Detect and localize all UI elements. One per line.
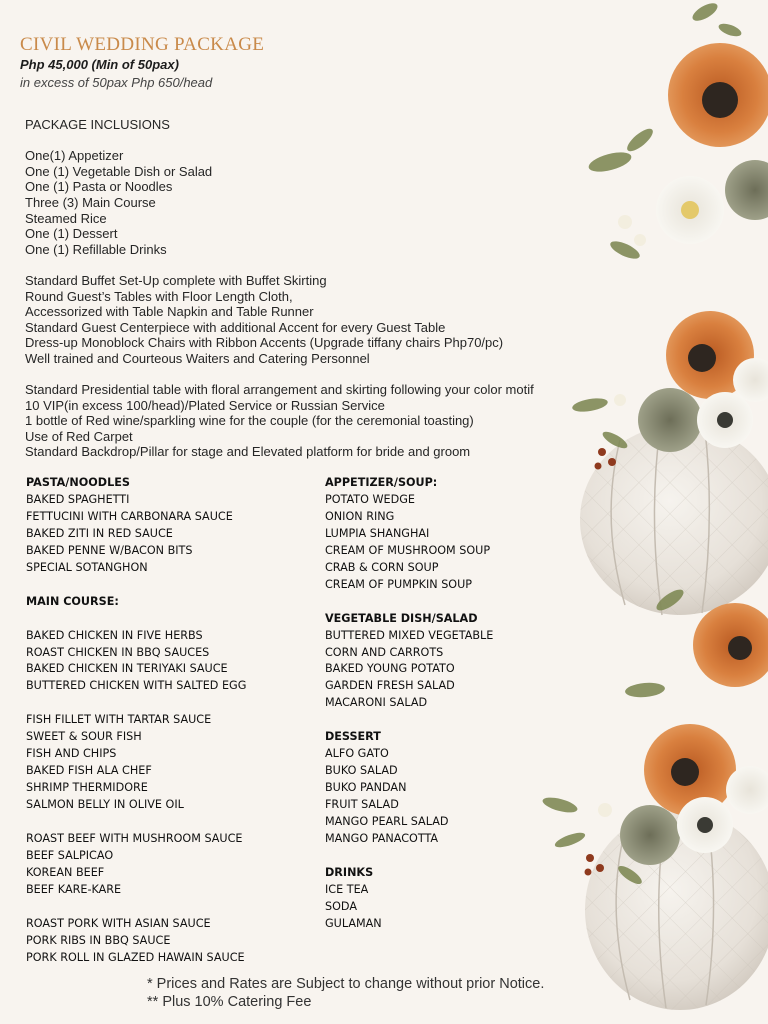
menu-item: CRAB & CORN SOUP	[325, 560, 439, 574]
menu-spacer	[325, 594, 493, 611]
menu-spacer	[26, 577, 246, 594]
inclusion-item: Standard Backdrop/Pillar for stage and Elevated platform for bride and groom	[25, 444, 471, 460]
menu-item: FRUIT SALAD	[325, 798, 399, 812]
menu-item: GARDEN FRESH SALAD	[325, 679, 455, 693]
inclusion-item: One (1) Pasta or Noodles	[25, 179, 173, 195]
menu-item: POTATO WEDGE	[325, 492, 415, 506]
menu-item: MACARONI SALAD	[325, 696, 428, 710]
menu-column-right	[325, 475, 493, 933]
menu-item: ROAST CHICKEN IN BBQ SAUCES	[26, 645, 210, 659]
note-catering-fee: ** Plus 10% Catering Fee	[147, 994, 312, 1010]
inclusion-item: Three (3) Main Course	[25, 194, 156, 210]
white-pumpkin-illustration	[580, 425, 768, 1010]
inclusion-item: Standard Guest Centerpiece with additional Accent for every Guest Table	[25, 319, 446, 335]
menu-item: BAKED CHICKEN IN TERIYAKI SAUCE	[26, 662, 228, 676]
menu-item: CREAM OF MUSHROOM SOUP	[325, 543, 491, 557]
menu-item: PORK RIBS IN BBQ SAUCE	[26, 933, 171, 947]
inclusions-spacer	[25, 367, 534, 383]
menu-item: SALMON BELLY IN OLIVE OIL	[26, 798, 184, 812]
menu-category-heading: VEGETABLE DISH/SALAD	[325, 611, 478, 625]
floral-arrangement-illustration	[530, 0, 768, 1024]
menu-item: BUKO SALAD	[325, 764, 398, 778]
menu-item: ALFO GATO	[325, 747, 389, 761]
inclusion-item: Standard Buffet Set-Up complete with Buffet Skirting	[25, 272, 327, 288]
menu-item: BUTTERED CHICKEN WITH SALTED EGG	[26, 679, 247, 693]
inclusions-spacer	[25, 133, 534, 149]
menu-item: BEEF SALPICAO	[26, 848, 114, 862]
menu-spacer	[26, 695, 246, 712]
inclusion-item: Steamed Rice	[25, 210, 107, 226]
menu-item: SPECIAL SOTANGHON	[26, 560, 148, 574]
menu-column-left	[26, 475, 246, 967]
menu-item: ONION RING	[325, 509, 395, 523]
inclusion-item: One (1) Vegetable Dish or Salad	[25, 163, 213, 179]
menu-item: ROAST PORK WITH ASIAN SAUCE	[26, 916, 211, 930]
menu-item: CORN AND CARROTS	[325, 645, 444, 659]
menu-item: ROAST BEEF WITH MUSHROOM SAUCE	[26, 831, 243, 845]
inclusions-spacer	[25, 257, 534, 273]
inclusion-item: Round Guest’s Tables with Floor Length Cloth,	[25, 288, 293, 304]
menu-item: KOREAN BEEF	[26, 865, 105, 879]
menu-item: BUKO PANDAN	[325, 781, 407, 795]
menu-category-heading: APPETIZER/SOUP:	[325, 476, 438, 489]
menu-spacer	[26, 611, 246, 628]
menu-item: BUTTERED MIXED VEGETABLE	[325, 628, 494, 642]
menu-item: MANGO PEARL SALAD	[325, 815, 449, 829]
inclusion-item: One (1) Refillable Drinks	[25, 241, 167, 257]
inclusion-item: 10 VIP(in excess 100/head)/Plated Service or Russian Service	[25, 397, 385, 413]
inclusions-heading: PACKAGE INCLUSIONS	[25, 117, 170, 132]
menu-item: BAKED PENNE W/BACON BITS	[26, 543, 193, 557]
menu-item: SWEET & SOUR FISH	[26, 730, 142, 744]
inclusion-item: Dress-up Monoblock Chairs with Ribbon Accents (Upgrade tiffany chairs Php70/pc)	[25, 335, 504, 351]
menu-item: LUMPIA SHANGHAI	[325, 526, 430, 540]
menu-item: PORK ROLL IN GLAZED HAWAIN SAUCE	[26, 950, 245, 964]
menu-category-heading: DRINKS	[325, 865, 374, 879]
package-excess-rate: in excess of 50pax Php 650/head	[20, 75, 213, 90]
menu-item: BAKED SPAGHETTI	[26, 492, 130, 506]
inclusion-item: Use of Red Carpet	[25, 428, 133, 444]
menu-item: GULAMAN	[325, 916, 382, 930]
menu-category-heading: DESSERT	[325, 730, 381, 744]
menu-item: FETTUCINI WITH CARBONARA SAUCE	[26, 509, 233, 523]
menu-spacer	[26, 814, 246, 831]
menu-spacer	[26, 899, 246, 916]
inclusion-item: Accessorized with Table Napkin and Table Runner	[25, 304, 314, 320]
menu-item: SODA	[325, 899, 357, 913]
menu-spacer	[325, 848, 493, 865]
menu-item: CREAM OF PUMPKIN SOUP	[325, 577, 473, 591]
menu-item: ICE TEA	[325, 882, 369, 896]
notes	[147, 975, 544, 1011]
menu-item: SHRIMP THERMIDORE	[26, 781, 148, 795]
menu-item: FISH AND CHIPS	[26, 747, 117, 761]
menu-category-heading: MAIN COURSE:	[26, 594, 119, 608]
menu-item: BEEF KARE-KARE	[26, 882, 122, 896]
inclusion-item: Standard Presidential table with floral arrangement and skirting following your color motif	[25, 382, 534, 398]
note-price-change: * Prices and Rates are Subject to change without prior Notice.	[147, 976, 545, 992]
menu-item: BAKED FISH ALA CHEF	[26, 764, 152, 778]
package-title: CIVIL WEDDING PACKAGE	[20, 34, 265, 55]
menu-item: FISH FILLET WITH TARTAR SAUCE	[26, 713, 212, 727]
menu-spacer	[325, 712, 493, 729]
inclusion-item: 1 bottle of Red wine/sparkling wine for the couple (for the ceremonial toasting)	[25, 413, 474, 429]
inclusion-item: One (1) Dessert	[25, 226, 118, 242]
menu-item: MANGO PANACOTTA	[325, 831, 439, 845]
inclusion-item: One(1) Appetizer	[25, 148, 124, 164]
menu-item: BAKED YOUNG POTATO	[325, 662, 455, 676]
package-inclusions	[25, 117, 534, 460]
menu-category-heading: PASTA/NOODLES	[26, 476, 130, 489]
menu-item: BAKED ZITI IN RED SAUCE	[26, 526, 173, 540]
package-price: Php 45,000 (Min of 50pax)	[20, 57, 179, 72]
menu-item: BAKED CHICKEN IN FIVE HERBS	[26, 628, 203, 642]
inclusion-item: Well trained and Courteous Waiters and Catering Personnel	[25, 350, 370, 366]
